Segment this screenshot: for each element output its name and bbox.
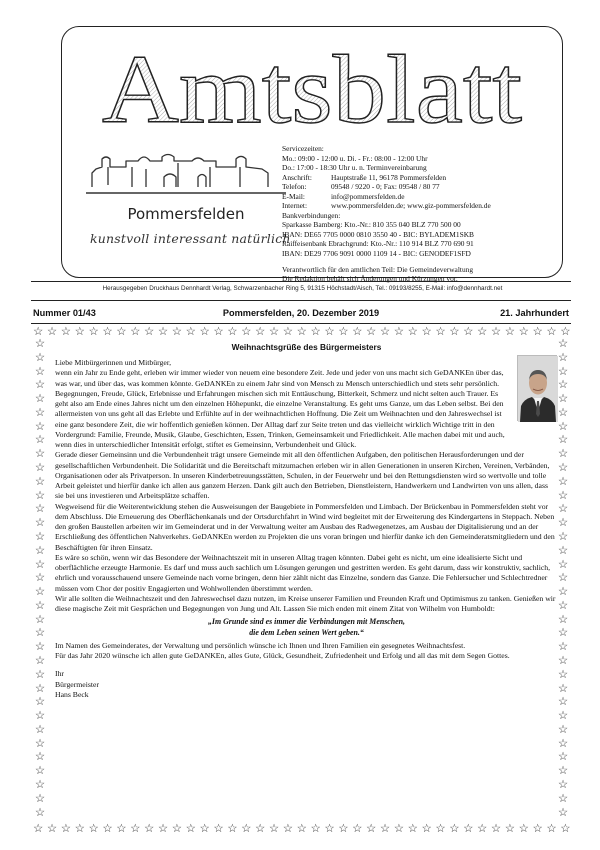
- service-hours-line: Do.: 17:00 - 18:30 Uhr u. n. Terminvereinbarung: [282, 163, 427, 173]
- star-icon: ☆: [34, 765, 46, 778]
- star-icon: ☆: [144, 823, 155, 835]
- star-icon: ☆: [557, 406, 569, 419]
- star-icon: ☆: [255, 823, 266, 835]
- star-icon: ☆: [185, 326, 196, 338]
- divider: [31, 281, 571, 282]
- star-icon: ☆: [352, 823, 363, 835]
- star-icon: ☆: [33, 823, 44, 835]
- star-icon: ☆: [34, 751, 46, 764]
- star-icon: ☆: [116, 326, 127, 338]
- star-icon: ☆: [393, 823, 405, 835]
- responsibility-line: Verantwortlich für den amtlichen Teil: Die Gemeindeverwaltung: [282, 264, 474, 274]
- star-icon: ☆: [379, 823, 391, 835]
- star-icon: ☆: [34, 737, 46, 750]
- letter-paragraph: Wegweisend für die Weiterentwicklung stehen die Ausweisungen der Baugebiete in Pommersfelden und Limbach. Der Brückenbau in Pommersfelden steht vor dem Abschluss. Die Erneuerung des Oberflächenkanals und der Ortsdurchfahrt in Wind wird begleitet mit der Erweiterung des Kindergartens in Steppach. Neben den großen Baustellen arbeiten wir im Gemeinderat und in der Verwaltung weiter am Ausbau des Radwegenetzes, am Ausbau der Digitalisierung und an der Erschließung des öffentlichen Nahverkehrs. GeDANKEn werden zu Projekten die uns voran bringen und hierfür danke ich den Gemeinderatsmitgliedern und den Beschäftigten für ihren Einsatz.: [55, 501, 555, 552]
- municipality-logo: [86, 147, 301, 272]
- star-icon: ☆: [199, 823, 210, 835]
- star-icon: ☆: [60, 326, 72, 338]
- star-icon: ☆: [557, 338, 569, 350]
- closing-paragraph: Im Namen des Gemeinderates, der Verwaltung und persönlich wünsche ich Ihnen und Ihren Familien ein gesegnetes Weihnachtsfest.: [55, 640, 466, 650]
- star-icon: ☆: [463, 823, 474, 835]
- star-icon: ☆: [546, 823, 557, 835]
- star-icon: ☆: [557, 654, 569, 667]
- star-icon: ☆: [310, 326, 321, 338]
- bank-line: Raiffeisenbank Ebrachgrund: Kto.-Nr.: 110 914 BLZ 770 690 91: [282, 239, 474, 249]
- letter-salutation: Liebe Mitbürgerinnen und Mitbürger,: [55, 358, 172, 367]
- star-icon: ☆: [449, 326, 460, 338]
- issue-century: 21. Jahrhundert: [500, 308, 569, 318]
- star-icon: ☆: [34, 806, 46, 819]
- star-icon: ☆: [338, 326, 349, 338]
- star-icon: ☆: [366, 823, 377, 835]
- star-icon: ☆: [518, 326, 529, 338]
- star-icon: ☆: [560, 326, 571, 338]
- star-icon: ☆: [504, 823, 516, 835]
- star-icon: ☆: [255, 326, 266, 338]
- star-icon: ☆: [324, 326, 335, 338]
- star-icon: ☆: [34, 682, 46, 695]
- star-icon: ☆: [557, 517, 569, 530]
- star-icon: ☆: [310, 823, 321, 835]
- star-icon: ☆: [557, 351, 569, 364]
- star-icon: ☆: [34, 448, 46, 461]
- bank-line: IBAN: DE29 7706 9091 0000 1109 14 - BIC: GENODEF1SFD: [282, 249, 471, 259]
- quote-line: „Im Grunde sind es immer die Verbindungen mit Menschen,: [207, 617, 406, 627]
- star-icon: ☆: [557, 462, 569, 475]
- signature-line: Hans Beck: [55, 689, 89, 699]
- star-icon: ☆: [557, 806, 569, 819]
- star-icon: ☆: [557, 420, 569, 433]
- letter-paragraph: wenn ein Jahr zu Ende geht, erleben wir immer wieder von neuem eine besondere Zeit. Jede und jeder von uns macht sich GeDANKEn über das, was war, und über das, was kommen könnte. GeDANKEn zu einem Jahr sind von Mensch zu Mensch unterschiedlich und stets sehr persönlich. Begegnungen, Freude, Glück, Erlebnisse und Erfahrungen mischen sich mit Enttäuschung, Bitterkeit, Schmerz und nicht selten auch Trauer. Es geht also am Ende eines Jahres nicht um den einzelnen Höhepunkt, die einzelne Veranstaltung. Es geht ums Ganze, um das Leben selbst. Bei den allermeisten von uns geht all das Erlebte und Erfühlte auf in der weihnachtlichen Hoffnung. Die Zeit um Weihnachten und den Jahreswechsel ist eine ganz besondere Zeit, die wir hoffentlich genießen können. Der Alltag darf zur Seite treten und das vielleicht wirklich Wichtige tritt in den Vordergrund: Familie, Freunde, Musik, Glaube, Geschichten, Essen, Trinken, Gemeinsamkeit und Friedlichkeit. Alle machen dabei mit und auch, wenn dies in unterschiedlicher Intensität erfolgt, stiftet es Gemeinsinn, Verbundenheit und Glück.: [55, 368, 505, 449]
- star-icon: ☆: [46, 326, 58, 338]
- info-value: 09548 / 9220 - 0; Fax: 09548 / 80 77: [331, 182, 440, 192]
- info-key: E-Mail:: [282, 191, 305, 201]
- star-icon: ☆: [449, 823, 460, 835]
- mayor-portrait: [518, 356, 558, 422]
- letter-paragraph: Gerade dieser Gemeinsinn und die Verbundenheit trägt unsere Gemeinde mit all den öffentlichen Aufgaben, den politischen Herausforderungen und der gesellschaftlichen Verbundenheit. Die Solidarität und die Bereitschaft mitzumachen erleben wir in allen Generationen in unseren Kirchen, Vereinen, Verbänden, Organisationen oder als Privatperson. In unseren Kinderbetreuungsstätten, Schulen, in der Feuerwehr und bei den Rettungsdiensten wird so wertvolle und tolle Arbeit geleistet und hierfür danke ich allen aus ganzem Herzen. Dank gilt auch den Betrieben, Dienstleistern, Handwerkern und Landwirten von uns allen, dass sie bei uns investieren und Arbeitsplätze schaffen.: [55, 450, 550, 501]
- star-icon: ☆: [60, 823, 72, 835]
- star-icon: ☆: [296, 326, 307, 338]
- star-border-right: [557, 338, 569, 820]
- star-icon: ☆: [171, 326, 183, 338]
- star-icon: ☆: [557, 710, 569, 723]
- star-icon: ☆: [407, 823, 418, 835]
- bank-label: Bankverbindungen:: [282, 210, 341, 220]
- star-icon: ☆: [393, 326, 405, 338]
- star-icon: ☆: [557, 627, 569, 640]
- masthead: [61, 26, 563, 284]
- star-icon: ☆: [102, 823, 113, 835]
- star-icon: ☆: [557, 751, 569, 764]
- star-icon: ☆: [518, 823, 529, 835]
- star-icon: ☆: [34, 365, 46, 378]
- info-key: Telefon:: [282, 182, 307, 192]
- star-icon: ☆: [532, 823, 543, 835]
- star-icon: ☆: [34, 393, 46, 406]
- star-icon: ☆: [557, 586, 569, 599]
- star-icon: ☆: [268, 823, 280, 835]
- star-icon: ☆: [557, 613, 569, 626]
- responsibility-line: Die Redaktion behält sich Änderungen und Kürzungen vor.: [282, 274, 458, 284]
- star-icon: ☆: [463, 326, 474, 338]
- star-icon: ☆: [34, 338, 46, 350]
- star-icon: ☆: [366, 326, 377, 338]
- star-icon: ☆: [33, 326, 44, 338]
- info-value[interactable]: info@pommersfelden.de: [331, 191, 405, 201]
- quote-line: die dem Leben seinen Wert geben.“: [249, 627, 364, 637]
- info-row-phone: [282, 182, 562, 192]
- publisher-line: Herausgegeben Druckhaus Dennhardt Verlag, Schwarzenbacher Ring 5, 91315 Höchstadt/Aisch, Tel.: 09193/8255, E-Mail: info@dennhardt.net: [102, 285, 503, 292]
- star-icon: ☆: [490, 326, 502, 338]
- bank-line: IBAN: DE65 7705 0000 0810 3550 40 - BIC: BYLADEM1SKB: [282, 229, 474, 239]
- star-icon: ☆: [268, 326, 280, 338]
- star-icon: ☆: [34, 586, 46, 599]
- bank-line: Sparkasse Bamberg: Kto.-Nr.: 810 355 040 BLZ 770 500 00: [282, 220, 461, 230]
- star-icon: ☆: [34, 544, 46, 557]
- star-icon: ☆: [557, 723, 569, 736]
- star-icon: ☆: [34, 792, 46, 805]
- logo-town-name: Pommersfelden: [127, 205, 245, 223]
- star-icon: ☆: [557, 696, 569, 709]
- star-icon: ☆: [34, 572, 46, 585]
- star-icon: ☆: [88, 823, 99, 835]
- star-border-left: [34, 338, 46, 820]
- star-icon: ☆: [34, 627, 46, 640]
- star-icon: ☆: [116, 823, 127, 835]
- star-icon: ☆: [241, 823, 252, 835]
- star-icon: ☆: [407, 326, 418, 338]
- humboldt-quote: [55, 617, 558, 638]
- masthead-title: Amtsblatt: [102, 36, 522, 144]
- star-icon: ☆: [324, 823, 335, 835]
- star-icon: ☆: [532, 326, 543, 338]
- star-icon: ☆: [46, 823, 58, 835]
- info-key: Anschrift:: [282, 172, 312, 182]
- star-icon: ☆: [338, 823, 349, 835]
- mayor-letter: [55, 341, 558, 700]
- star-icon: ☆: [504, 326, 516, 338]
- star-icon: ☆: [157, 326, 169, 338]
- masthead-title-graphic: [62, 27, 562, 144]
- star-icon: ☆: [34, 558, 46, 571]
- star-icon: ☆: [282, 823, 294, 835]
- star-icon: ☆: [435, 823, 446, 835]
- star-icon: ☆: [557, 779, 569, 791]
- star-icon: ☆: [34, 351, 46, 364]
- star-icon: ☆: [34, 696, 46, 709]
- star-icon: ☆: [557, 475, 569, 488]
- star-icon: ☆: [34, 654, 46, 667]
- star-icon: ☆: [557, 544, 569, 557]
- letter-heading: Weihnachtsgrüße des Bürgermeisters: [231, 342, 382, 352]
- star-icon: ☆: [296, 823, 307, 835]
- star-icon: ☆: [557, 641, 569, 654]
- signature-line: Bürgermeister: [55, 679, 100, 689]
- issue-place-date: Pommersfelden, 20. Dezember 2019: [222, 308, 380, 318]
- letter-paragraph: Es wäre so schön, wenn wir das Besondere der Weihnachtszeit mit in unseren Alltag tragen könnten. Dabei geht es nicht, um eine idealisierte Sicht und oberflächliche erzeugte Harmonie. Es darf und muss auch sachlich um Lösungen gerungen und gestritten werden. Es geht darum, dass wir konstruktiv, sachlich, ehrlich und vorausschauend unsere Gemeinde nach vorne bringen, denn hier zählt nicht das Einzelne, sondern das Ganze. Die Fehlersucher und Schlechtredner müssen vom Chor der positiv Engagierten und Wohlwollenden überstimmt werden.: [55, 552, 551, 593]
- star-icon: ☆: [157, 823, 169, 835]
- castle-drawing: [86, 147, 286, 209]
- star-icon: ☆: [557, 765, 569, 778]
- info-key: Internet:: [282, 201, 308, 211]
- star-icon: ☆: [557, 448, 569, 461]
- masthead-title-area: [62, 27, 562, 144]
- star-icon: ☆: [34, 530, 46, 543]
- star-icon: ☆: [144, 326, 155, 338]
- star-icon: ☆: [241, 326, 252, 338]
- info-value: Hauptstraße 11, 96178 Pommersfelden: [331, 172, 447, 182]
- star-icon: ☆: [130, 823, 141, 835]
- star-icon: ☆: [34, 517, 46, 530]
- star-icon: ☆: [421, 326, 432, 338]
- star-icon: ☆: [227, 823, 238, 835]
- issue-bar: [33, 308, 569, 322]
- star-icon: ☆: [477, 823, 488, 835]
- star-icon: ☆: [557, 668, 569, 681]
- star-icon: ☆: [227, 326, 238, 338]
- closing-paragraph: Für das Jahr 2020 wünsche ich allen gute GeDANKEn, alles Gute, Glück, Gesundheit, Zufriedenheit und Erfolg und all das mit dem Segen Gottes.: [55, 651, 510, 661]
- star-icon: ☆: [213, 326, 224, 338]
- star-icon: ☆: [34, 475, 46, 488]
- star-icon: ☆: [88, 326, 99, 338]
- service-hours-label: Servicezeiten:: [282, 144, 324, 153]
- star-icon: ☆: [74, 326, 85, 338]
- star-icon: ☆: [557, 572, 569, 585]
- divider: [31, 323, 571, 324]
- star-icon: ☆: [379, 326, 391, 338]
- star-icon: ☆: [34, 434, 46, 447]
- star-icon: ☆: [34, 503, 46, 516]
- star-icon: ☆: [102, 326, 113, 338]
- star-icon: ☆: [557, 434, 569, 447]
- star-icon: ☆: [477, 326, 488, 338]
- star-icon: ☆: [213, 823, 224, 835]
- star-icon: ☆: [557, 365, 569, 378]
- star-border-top: [33, 326, 571, 339]
- star-icon: ☆: [557, 530, 569, 543]
- star-icon: ☆: [74, 823, 85, 835]
- star-icon: ☆: [34, 462, 46, 475]
- star-icon: ☆: [34, 379, 46, 392]
- star-icon: ☆: [34, 613, 46, 626]
- star-icon: ☆: [557, 379, 569, 392]
- star-icon: ☆: [490, 823, 502, 835]
- star-icon: ☆: [34, 779, 46, 791]
- star-icon: ☆: [421, 823, 432, 835]
- star-icon: ☆: [34, 710, 46, 723]
- star-icon: ☆: [185, 823, 196, 835]
- star-icon: ☆: [130, 326, 141, 338]
- signature-block: [55, 669, 558, 700]
- star-icon: ☆: [557, 503, 569, 516]
- star-icon: ☆: [34, 489, 46, 502]
- service-hours-line: Mo.: 09:00 - 12:00 u. Di. - Fr.: 08:00 - 12:00 Uhr: [282, 153, 428, 163]
- issue-number: Nummer 01/43: [33, 308, 96, 318]
- mayor-photo: [517, 355, 557, 421]
- info-row-address: [282, 173, 562, 183]
- star-icon: ☆: [560, 823, 571, 835]
- logo-slogan: kunstvoll interessant natürlich: [90, 231, 291, 246]
- star-icon: ☆: [557, 682, 569, 695]
- info-row-email: [282, 192, 562, 202]
- star-icon: ☆: [557, 737, 569, 750]
- star-icon: ☆: [557, 558, 569, 571]
- info-value[interactable]: www.pommersfelden.de; www.giz-pommersfelden.de: [331, 201, 491, 211]
- star-icon: ☆: [352, 326, 363, 338]
- star-icon: ☆: [171, 823, 183, 835]
- star-icon: ☆: [34, 641, 46, 654]
- star-icon: ☆: [435, 326, 446, 338]
- info-row-internet: [282, 201, 562, 211]
- star-icon: ☆: [34, 599, 46, 612]
- star-icon: ☆: [546, 326, 557, 338]
- star-icon: ☆: [557, 599, 569, 612]
- star-icon: ☆: [557, 393, 569, 406]
- signature-line: Ihr: [55, 669, 65, 679]
- letter-paragraph: Wir alle sollten die Weihnachtszeit und den Jahreswechsel dazu nutzen, im Kreise unserer Familien und Freunden Kraft und Optimismus zu tanken. Genießen wir diese magische Zeit mit Gesprächen und Begegnungen von Jung und Alt. Lassen Sie mich enden mit einem Zitat von Wilhelm von Humboldt:: [55, 593, 556, 613]
- star-icon: ☆: [557, 489, 569, 502]
- contact-info-block: [282, 144, 562, 284]
- star-icon: ☆: [34, 723, 46, 736]
- star-border-bottom: [33, 823, 571, 836]
- star-icon: ☆: [34, 420, 46, 433]
- star-icon: ☆: [199, 326, 210, 338]
- star-icon: ☆: [34, 406, 46, 419]
- divider: [31, 300, 571, 301]
- star-icon: ☆: [557, 792, 569, 805]
- star-icon: ☆: [282, 326, 294, 338]
- star-icon: ☆: [34, 668, 46, 681]
